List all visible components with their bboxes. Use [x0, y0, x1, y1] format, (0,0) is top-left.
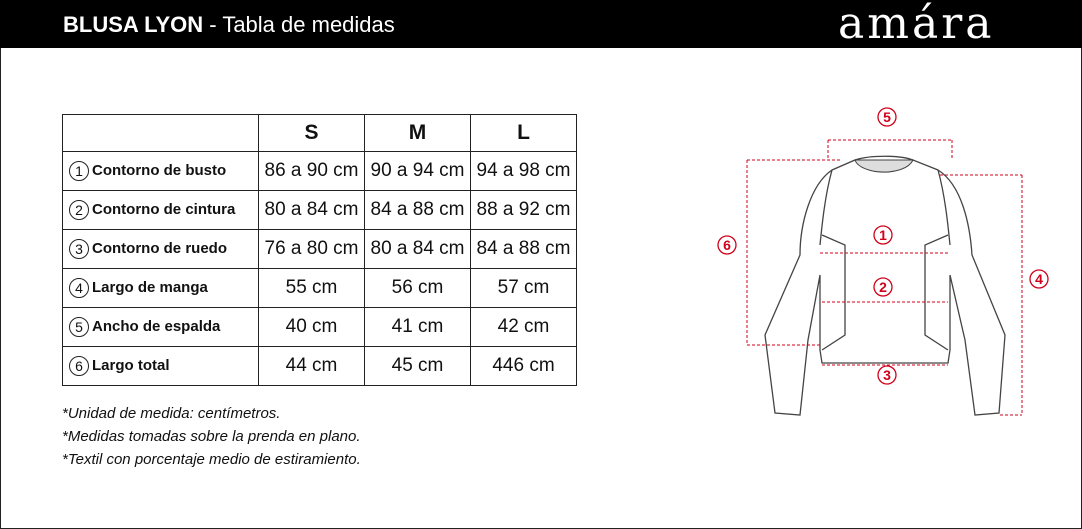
marker-5 — [878, 108, 896, 126]
garment-diagram — [700, 95, 1070, 425]
measure-value: 446 cm — [471, 347, 577, 386]
measure-value: 45 cm — [365, 347, 471, 386]
measure-value: 40 cm — [259, 308, 365, 347]
svg-text:3: 3 — [883, 367, 891, 383]
measure-label: Contorno de busto — [92, 161, 227, 179]
measure-number-badge: 2 — [69, 200, 89, 220]
size-header: L — [471, 115, 577, 152]
measure-label-cell — [63, 230, 259, 269]
size-header: S — [259, 115, 365, 152]
table-corner-cell — [63, 115, 259, 152]
svg-text:6: 6 — [723, 237, 731, 253]
measure-number-badge: 5 — [69, 317, 89, 337]
measure-value: 84 a 88 cm — [471, 230, 577, 269]
measure-value: 94 a 98 cm — [471, 152, 577, 191]
measure-label: Contorno de ruedo — [92, 239, 227, 257]
measure-value: 90 a 94 cm — [365, 152, 471, 191]
marker-3 — [878, 366, 896, 384]
page-title — [63, 12, 395, 38]
table-row — [63, 269, 577, 308]
measure-value: 76 a 80 cm — [259, 230, 365, 269]
table-row — [63, 308, 577, 347]
measure-value: 44 cm — [259, 347, 365, 386]
product-name: BLUSA LYON — [63, 12, 204, 37]
marker-2 — [874, 278, 892, 296]
header-bar — [0, 0, 1082, 48]
garment-right-seam — [938, 170, 950, 245]
size-header: M — [365, 115, 471, 152]
table-row — [63, 230, 577, 269]
garment-collar — [855, 160, 913, 172]
garment-left-dart — [822, 235, 845, 350]
garment-neckline — [855, 156, 913, 160]
garment-right-dart — [925, 235, 948, 350]
size-table — [62, 114, 577, 386]
measure-value: 55 cm — [259, 269, 365, 308]
measure-label-cell — [63, 347, 259, 386]
measure-value: 42 cm — [471, 308, 577, 347]
measure-label-cell — [63, 191, 259, 230]
svg-text:2: 2 — [879, 279, 887, 295]
measure-value: 80 a 84 cm — [259, 191, 365, 230]
note-line: *Medidas tomadas sobre la prenda en plano. — [62, 428, 361, 445]
measure-number-badge: 3 — [69, 239, 89, 259]
marker-6 — [718, 236, 736, 254]
garment-left-seam — [820, 170, 832, 245]
measure-value: 41 cm — [365, 308, 471, 347]
svg-text:4: 4 — [1035, 271, 1043, 287]
measure-value: 57 cm — [471, 269, 577, 308]
table-row — [63, 347, 577, 386]
note-line: *Textil con porcentaje medio de estiramiento. — [62, 451, 361, 468]
measure-label: Ancho de espalda — [92, 317, 221, 335]
table-row — [63, 152, 577, 191]
note-line: *Unidad de medida: centímetros. — [62, 405, 281, 422]
measure-label: Contorno de cintura — [92, 200, 236, 218]
measure-number-badge: 1 — [69, 161, 89, 181]
measure-value: 86 a 90 cm — [259, 152, 365, 191]
measure-label-cell — [63, 308, 259, 347]
svg-text:1: 1 — [879, 227, 887, 243]
table-row — [63, 191, 577, 230]
marker-1 — [874, 226, 892, 244]
measure-value: 88 a 92 cm — [471, 191, 577, 230]
svg-text:5: 5 — [883, 109, 891, 125]
measure-number-badge: 4 — [69, 278, 89, 298]
table-header-row — [63, 115, 577, 152]
measure-label: Largo total — [92, 356, 170, 374]
measure-label-cell — [63, 269, 259, 308]
measure-number-badge: 6 — [69, 356, 89, 376]
measure-value: 56 cm — [365, 269, 471, 308]
measure-label: Largo de manga — [92, 278, 208, 296]
notes — [62, 402, 361, 471]
title-suffix: - Tabla de medidas — [203, 12, 395, 37]
marker-4 — [1030, 270, 1048, 288]
brand-logo: amára — [838, 0, 995, 49]
measure-label-cell — [63, 152, 259, 191]
measure-value: 84 a 88 cm — [365, 191, 471, 230]
measure-value: 80 a 84 cm — [365, 230, 471, 269]
